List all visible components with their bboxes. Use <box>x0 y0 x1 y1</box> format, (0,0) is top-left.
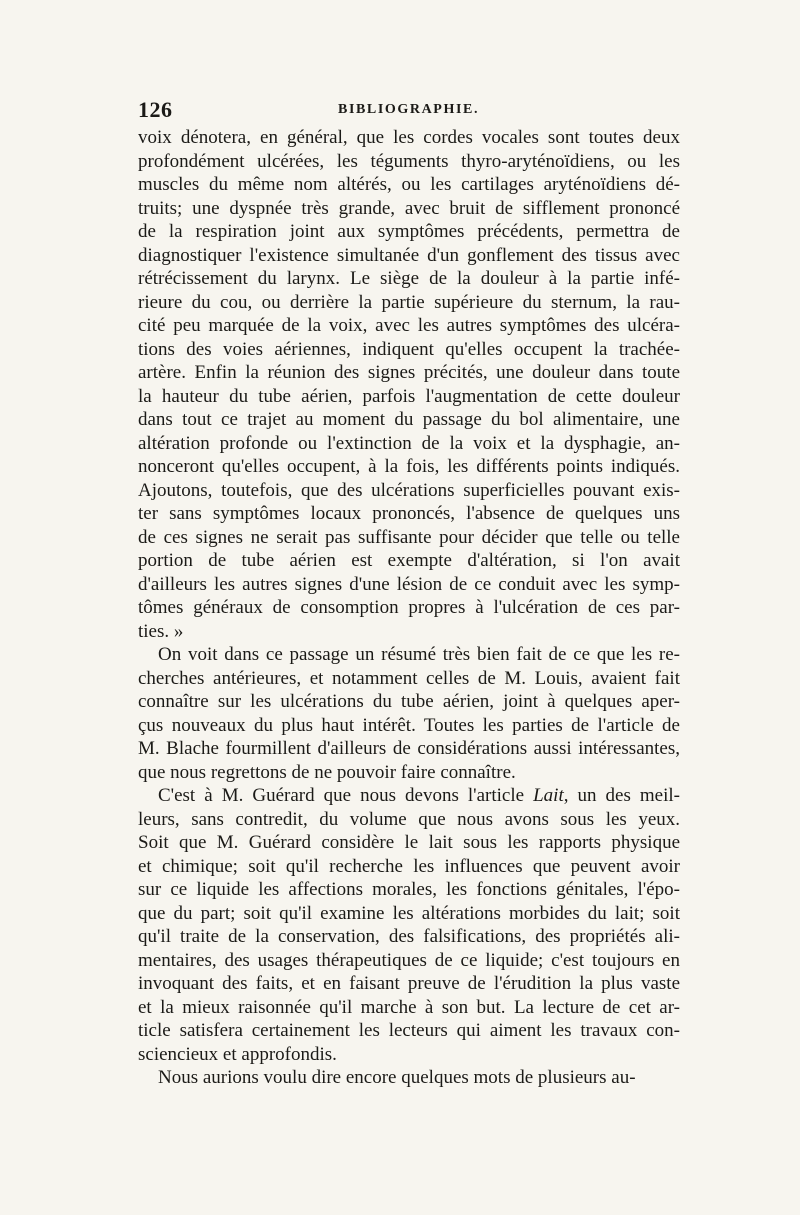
text-line: dans tout ce trajet au moment du passage du bol alimentaire, une <box>138 409 680 430</box>
text-line: leurs, sans contredit, du volume que nous avons sous les yeux. <box>138 808 680 830</box>
page-header <box>138 97 680 127</box>
text-line: rieure du cou, ou derrière la partie supérieure du sternum, la rau- <box>138 291 680 313</box>
text-line: sur ce liquide les affections morales, les fonctions génitales, l'épo- <box>138 879 680 900</box>
text-line: que du part; soit qu'il examine les altérations morbides du lait; soit <box>138 902 680 924</box>
text-line: Soit que M. Guérard considère le lait sous les rapports physique <box>138 832 680 853</box>
text-line: profondément ulcérées, les téguments thyro-aryténoïdiens, ou les <box>138 150 680 172</box>
text-line: truits; une dyspnée très grande, avec bruit de sifflement prononcé <box>138 197 680 219</box>
text-line: tômes généraux de consomption propres à l'ulcération de ces par- <box>138 597 680 618</box>
running-head: BIBLIOGRAPHIE. <box>338 102 480 117</box>
text-line: voix dénotera, en général, que les cordes vocales sont toutes deux <box>138 127 680 148</box>
text-line: nonceront qu'elles occupent, à la fois, les différents points indiqués. <box>138 456 680 477</box>
text-line: C'est à M. Guérard que nous devons l'article Lait, un des meil- <box>158 785 680 806</box>
text-line: On voit dans ce passage un résumé très bien fait de ce que les re- <box>158 644 680 665</box>
text-line: artère. Enfin la réunion des signes précités, une douleur dans toute <box>138 362 680 383</box>
text-line: Ajoutons, toutefois, que des ulcérations superficielles pouvant exis- <box>138 479 680 501</box>
text-line: ties. » <box>138 620 184 642</box>
text-line: sciencieux et approfondis. <box>138 1043 337 1065</box>
paragraph <box>138 643 680 784</box>
text-line: cité peu marquée de la voix, avec les autres symptômes des ulcéra- <box>138 315 680 336</box>
text-line: de ces signes ne serait pas suffisante pour décider que telle ou telle <box>138 526 680 548</box>
text-line: ter sans symptômes locaux prononcés, l'absence de quelques uns <box>138 503 680 524</box>
text-line: tions des voies aériennes, indiquent qu'elles occupent la trachée- <box>138 338 680 360</box>
text-line: de la respiration joint aux symptômes précédents, permettra de <box>138 221 680 242</box>
text-line: que nous regrettons de ne pouvoir faire connaître. <box>138 761 516 783</box>
text-line: çus nouveaux du plus haut intérêt. Toutes les parties de l'article de <box>138 714 680 736</box>
text-line: mentaires, des usages thérapeutiques de ce liquide; c'est toujours en <box>138 949 680 971</box>
body-text <box>138 126 680 1090</box>
text-line: et la mieux raisonnée qu'il marche à son but. La lecture de cet ar- <box>138 996 680 1018</box>
text-line: ticle satisfera certainement les lecteurs qui aiment les travaux con- <box>138 1020 680 1041</box>
page-number: 126 <box>138 97 173 122</box>
text-line: invoquant des faits, et en faisant preuve de l'érudition la plus vaste <box>138 973 680 994</box>
text-line: M. Blache fourmillent d'ailleurs de considérations aussi intéressantes, <box>138 738 680 759</box>
paragraph <box>138 784 680 1066</box>
text-line: cherches antérieures, et notamment celles de M. Louis, avaient fait <box>138 667 680 689</box>
text-line: portion de tube aérien est exempte d'altération, si l'on avait <box>138 550 680 571</box>
text-line: diagnostiquer l'existence simultanée d'un gonflement des tissus avec <box>138 244 680 266</box>
text-line: la hauteur du tube aérien, parfois l'augmentation de cette douleur <box>138 385 680 407</box>
text-line: rétrécissement du larynx. Le siège de la douleur à la partie infé- <box>138 268 680 289</box>
text-line: muscles du même nom altérés, ou les cartilages aryténoïdiens dé- <box>138 174 680 195</box>
text-line: Nous aurions voulu dire encore quelques mots de plusieurs au- <box>158 1067 636 1088</box>
text-line: qu'il traite de la conservation, des falsifications, des propriétés ali- <box>138 926 680 947</box>
text-line: connaître sur les ulcérations du tube aérien, joint à quelques aper- <box>138 691 680 712</box>
text-line: d'ailleurs les autres signes d'une lésion de ce conduit avec les symp- <box>138 573 680 595</box>
italic-term: Lait <box>533 785 564 806</box>
text-line: altération profonde ou l'extinction de la voix et la dysphagie, an- <box>138 432 680 454</box>
text-line: et chimique; soit qu'il recherche les influences que peuvent avoir <box>138 855 680 877</box>
paragraph <box>138 126 680 643</box>
paragraph <box>138 1066 680 1090</box>
